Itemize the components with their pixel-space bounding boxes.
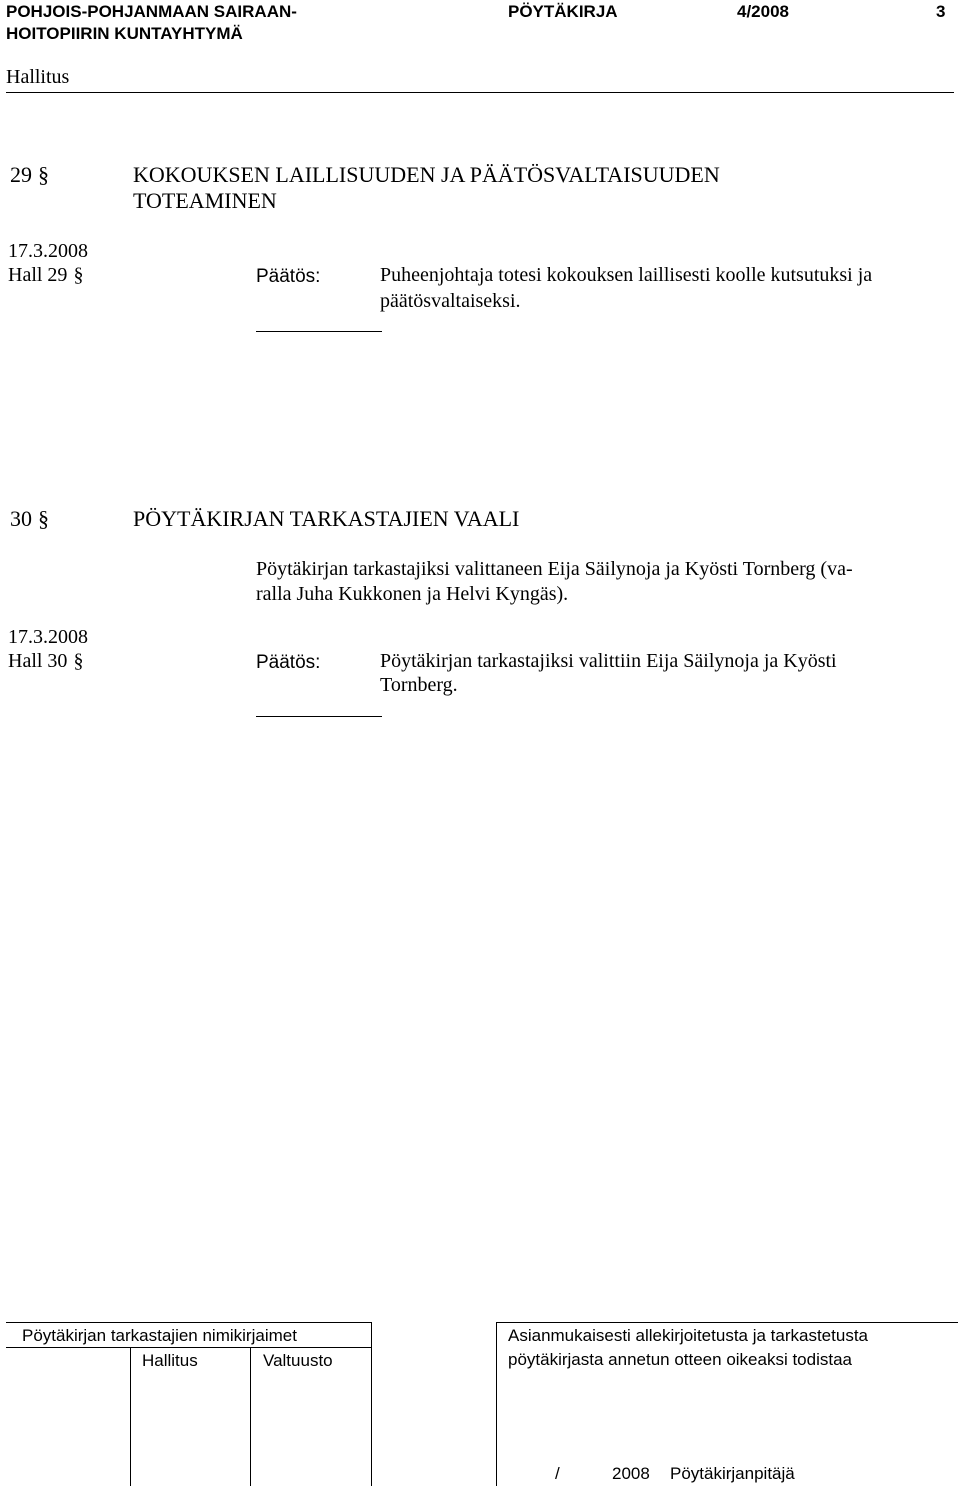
footer-column-divider — [130, 1347, 131, 1486]
initials-title: Pöytäkirjan tarkastajien nimikirjaimet — [22, 1326, 297, 1345]
footer-column-divider — [371, 1322, 372, 1486]
section-sign-icon: § — [73, 650, 84, 672]
header-rule — [6, 92, 954, 93]
footer-top-rule-left — [6, 1322, 372, 1323]
footer-header-rule — [6, 1347, 372, 1348]
date-separator: / — [555, 1464, 560, 1483]
initials-column-hallitus: Hallitus — [142, 1351, 198, 1370]
section-end-rule — [256, 716, 382, 717]
decision-reference: Hall 30 § — [8, 650, 84, 672]
section-sign-icon: § — [38, 506, 49, 531]
proposal-text-line2: ralla Juha Kukkonen ja Helvi Kyngäs). — [256, 583, 569, 605]
decision-text-line2: Tornberg. — [380, 674, 458, 696]
page-number: 3 — [936, 2, 946, 21]
decision-text-line2: päätösvaltaiseksi. — [380, 290, 521, 312]
decision-reference: Hall 29 § — [8, 264, 84, 286]
initials-column-valtuusto: Valtuusto — [263, 1351, 333, 1370]
footer-column-divider — [250, 1347, 251, 1486]
certification-text-line1: Asianmukaisesti allekirjoitetusta ja tarkastetusta — [508, 1326, 868, 1345]
decision-label: Päätös: — [256, 652, 321, 673]
section-title-line1: PÖYTÄKIRJAN TARKASTAJIEN VAALI — [133, 506, 520, 531]
keeper-title: Pöytäkirjanpitäjä — [670, 1464, 795, 1483]
organization-name-line2: HOITOPIIRIN KUNTAYHTYMÄ — [6, 24, 243, 43]
section-title-line1: KOKOUKSEN LAILLISUUDEN JA PÄÄTÖSVALTAISUUDEN — [133, 162, 720, 187]
proposal-text-line1: Pöytäkirjan tarkastajiksi valittaneen Eija Säilynoja ja Kyösti Tornberg (va- — [256, 558, 853, 580]
section-sign-icon: § — [73, 264, 84, 286]
section-title-line2: TOTEAMINEN — [133, 188, 277, 213]
decision-label: Päätös: — [256, 266, 321, 287]
certification-text-line2: pöytäkirjasta annetun otteen oikeaksi todistaa — [508, 1350, 853, 1369]
footer-column-divider — [496, 1322, 497, 1486]
meeting-date: 17.3.2008 — [8, 626, 88, 648]
decision-text-line1: Pöytäkirjan tarkastajiksi valittiin Eija Säilynoja ja Kyösti — [380, 650, 837, 672]
meeting-body: Hallitus — [6, 66, 70, 88]
document-type: PÖYTÄKIRJA — [508, 2, 618, 21]
decision-text-line1: Puheenjohtaja totesi kokouksen laillisesti koolle kutsutuksi ja — [380, 264, 873, 286]
organization-name-line1: POHJOIS-POHJANMAAN SAIRAAN- — [6, 2, 297, 21]
certification-year: 2008 — [612, 1464, 650, 1483]
footer-top-rule-right — [496, 1322, 958, 1323]
meeting-date: 17.3.2008 — [8, 240, 88, 262]
section-number: 29 § — [10, 162, 49, 187]
section-sign-icon: § — [38, 162, 49, 187]
section-end-rule — [256, 331, 382, 332]
document-number: 4/2008 — [737, 2, 789, 21]
section-number: 30 § — [10, 506, 49, 531]
